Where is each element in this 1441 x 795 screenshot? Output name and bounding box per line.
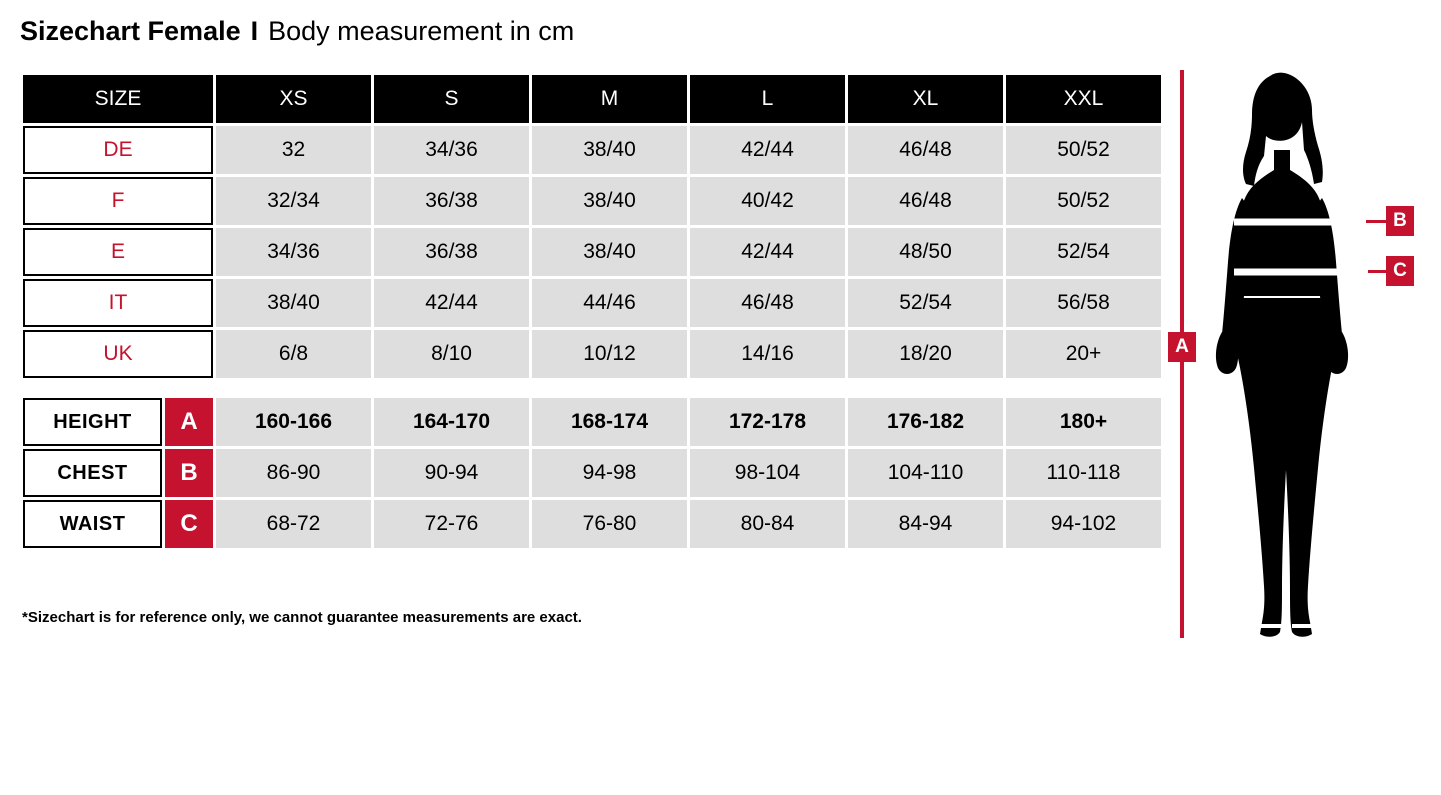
table-row	[23, 228, 1161, 276]
cell-e-xl: 48/50	[848, 228, 1003, 276]
cell-uk-s: 8/10	[374, 330, 529, 378]
cell-chest-m: 94-98	[532, 449, 687, 497]
cell-height-xxl: 180+	[1006, 398, 1161, 446]
row-label-height	[23, 398, 213, 446]
row-label-uk: UK	[23, 330, 213, 378]
cell-height-m: 168-174	[532, 398, 687, 446]
row-label-e: E	[23, 228, 213, 276]
cell-e-s: 36/38	[374, 228, 529, 276]
sizechart-table-wrap	[20, 72, 1158, 551]
cell-it-xxl: 56/58	[1006, 279, 1161, 327]
cell-de-xs: 32	[216, 126, 371, 174]
cell-chest-s: 90-94	[374, 449, 529, 497]
cell-chest-xl: 104-110	[848, 449, 1003, 497]
table-row	[23, 330, 1161, 378]
figure-area	[1160, 60, 1441, 640]
cell-f-xs: 32/34	[216, 177, 371, 225]
page-subtitle: Body measurement in cm	[268, 16, 575, 46]
waist-tick-line	[1368, 270, 1386, 273]
table-spacer	[23, 381, 1161, 395]
table-row	[23, 449, 1161, 497]
cell-e-xxl: 52/54	[1006, 228, 1161, 276]
table-row	[23, 500, 1161, 548]
header-size-xl: XL	[848, 75, 1003, 123]
cell-uk-m: 10/12	[532, 330, 687, 378]
table-row	[23, 177, 1161, 225]
row-badge-a: A	[165, 398, 213, 446]
table-header-row	[23, 75, 1161, 123]
chest-tick-line	[1366, 220, 1386, 223]
cell-uk-xl: 18/20	[848, 330, 1003, 378]
cell-it-l: 46/48	[690, 279, 845, 327]
header-size-l: L	[690, 75, 845, 123]
table-row	[23, 398, 1161, 446]
cell-waist-l: 80-84	[690, 500, 845, 548]
row-label-height-text: HEIGHT	[23, 398, 162, 446]
female-silhouette-icon	[1208, 66, 1368, 646]
cell-chest-xxl: 110-118	[1006, 449, 1161, 497]
page-title	[20, 18, 574, 45]
figure-badge-a: A	[1168, 332, 1196, 362]
cell-uk-xs: 6/8	[216, 330, 371, 378]
header-size-label: SIZE	[23, 75, 213, 123]
cell-uk-l: 14/16	[690, 330, 845, 378]
cell-uk-xxl: 20+	[1006, 330, 1161, 378]
title-separator: I	[250, 16, 259, 46]
cell-de-s: 34/36	[374, 126, 529, 174]
cell-chest-l: 98-104	[690, 449, 845, 497]
row-badge-c: C	[165, 500, 213, 548]
cell-height-xl: 176-182	[848, 398, 1003, 446]
cell-it-m: 44/46	[532, 279, 687, 327]
cell-it-s: 42/44	[374, 279, 529, 327]
table-row	[23, 279, 1161, 327]
cell-f-xl: 46/48	[848, 177, 1003, 225]
cell-waist-xs: 68-72	[216, 500, 371, 548]
cell-height-l: 172-178	[690, 398, 845, 446]
row-label-chest-text: CHEST	[23, 449, 162, 497]
cell-de-l: 42/44	[690, 126, 845, 174]
cell-f-s: 36/38	[374, 177, 529, 225]
page-title-main: Sizechart Female	[20, 16, 241, 46]
cell-waist-s: 72-76	[374, 500, 529, 548]
cell-waist-m: 76-80	[532, 500, 687, 548]
row-label-waist	[23, 500, 213, 548]
row-label-chest	[23, 449, 213, 497]
cell-de-m: 38/40	[532, 126, 687, 174]
figure-badge-c: C	[1386, 256, 1414, 286]
row-label-f: F	[23, 177, 213, 225]
row-label-waist-text: WAIST	[23, 500, 162, 548]
row-badge-b: B	[165, 449, 213, 497]
cell-waist-xl: 84-94	[848, 500, 1003, 548]
cell-f-m: 38/40	[532, 177, 687, 225]
cell-waist-xxl: 94-102	[1006, 500, 1161, 548]
cell-f-xxl: 50/52	[1006, 177, 1161, 225]
cell-de-xxl: 50/52	[1006, 126, 1161, 174]
header-size-xs: XS	[216, 75, 371, 123]
cell-de-xl: 46/48	[848, 126, 1003, 174]
cell-height-xs: 160-166	[216, 398, 371, 446]
cell-chest-xs: 86-90	[216, 449, 371, 497]
header-size-xxl: XXL	[1006, 75, 1161, 123]
header-size-s: S	[374, 75, 529, 123]
row-label-de: DE	[23, 126, 213, 174]
cell-e-l: 42/44	[690, 228, 845, 276]
table-row	[23, 126, 1161, 174]
sizechart-table	[20, 72, 1164, 551]
header-size-m: M	[532, 75, 687, 123]
cell-it-xs: 38/40	[216, 279, 371, 327]
figure-badge-b: B	[1386, 206, 1414, 236]
cell-e-xs: 34/36	[216, 228, 371, 276]
cell-height-s: 164-170	[374, 398, 529, 446]
row-label-it: IT	[23, 279, 213, 327]
cell-it-xl: 52/54	[848, 279, 1003, 327]
cell-e-m: 38/40	[532, 228, 687, 276]
footnote: *Sizechart is for reference only, we cannot guarantee measurements are exact.	[22, 609, 582, 626]
cell-f-l: 40/42	[690, 177, 845, 225]
